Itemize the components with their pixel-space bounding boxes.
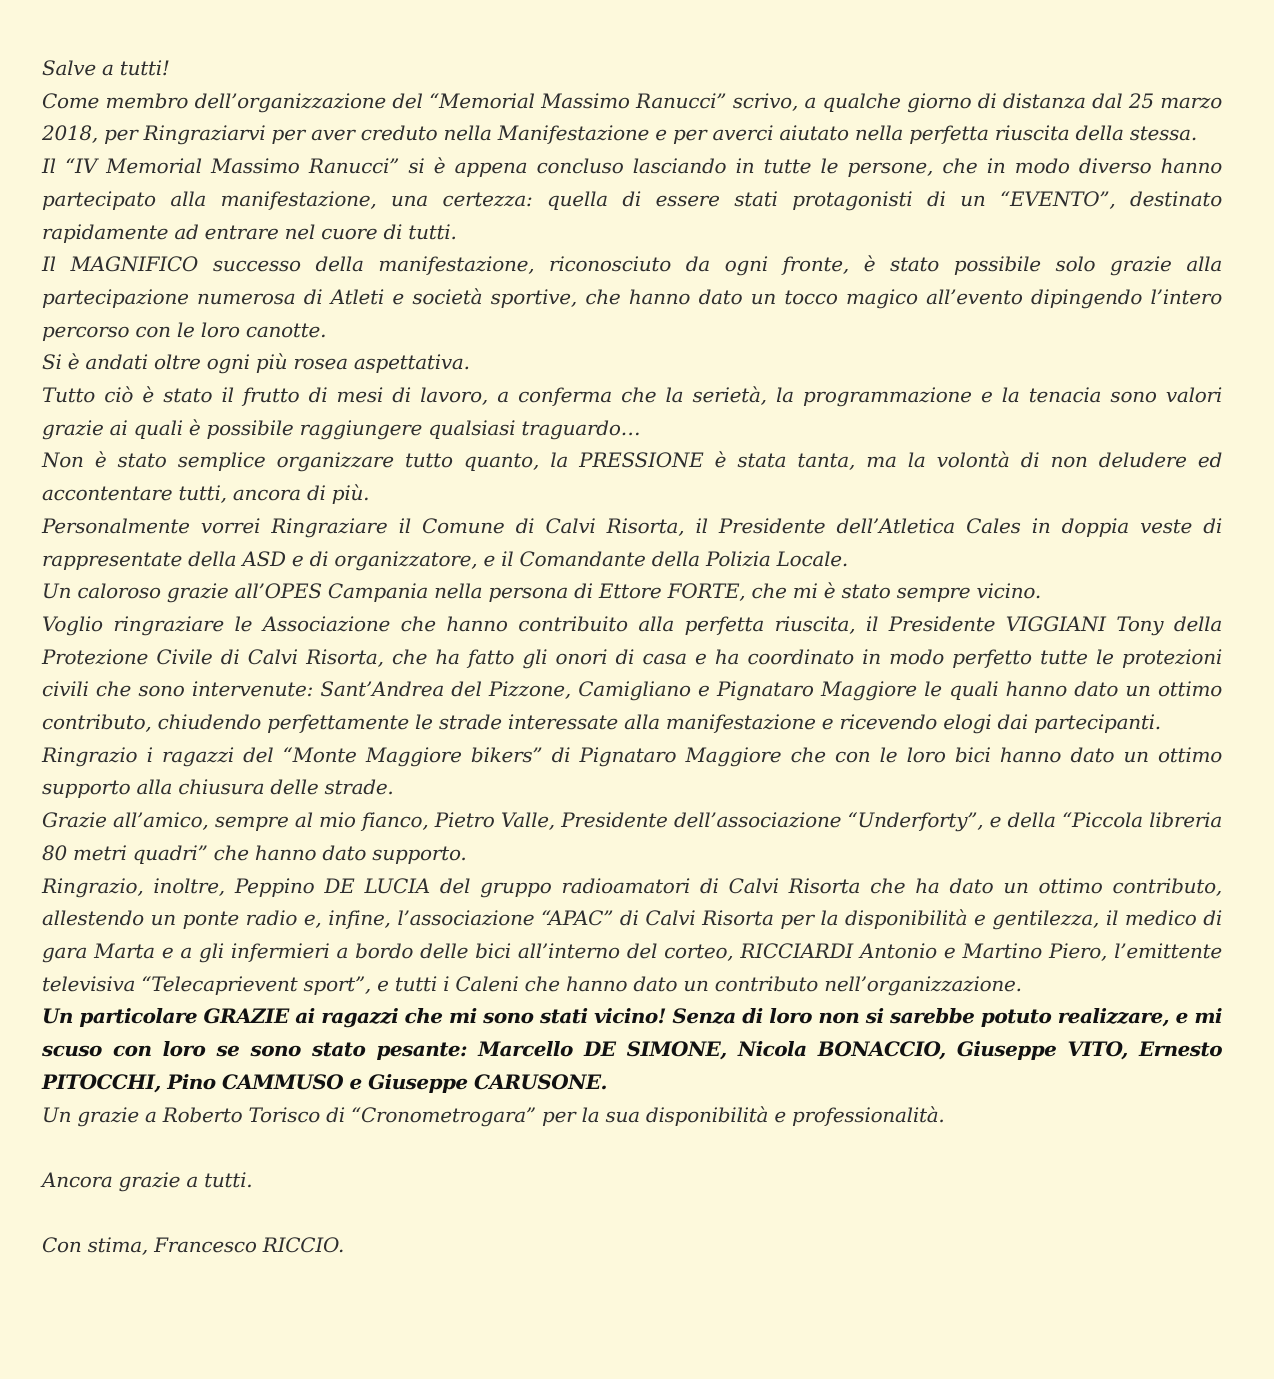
paragraph-thanks-team: Un particolare GRAZIE ai ragazzi che mi sono stati vicino! Senza di loro non si sarebbe potuto realizzare, e mi scuso con loro se sono stato pesante: Marcello DE SIMONE, Nicola BONACCIO, Giuseppe VITO, Ernesto PITOCCHI, Pino CAMMUSO e Giuseppe CARUSONE. — [42, 1004, 1222, 1094]
paragraph-thanks-timing: Un grazie a Roberto Torisco di “Cronometrogara” per la sua disponibilità e professionalità. — [42, 1102, 945, 1127]
spacer — [42, 1131, 1222, 1164]
paragraph-thanks-associations: Voglio ringraziare le Associazione che hanno contribuito alla perfetta riuscita, il Presidente VIGGIANI Tony della Protezione Civile di Calvi Risorta, che ha fatto gli onori di casa e ha coordinato in modo perfetto tutte le protezioni civili che sono intervenute: Sant’Andrea del Pizzone, Camigliano e Pignataro Maggiore le quali hanno dato un ottimo contributo, chiudendo perfettamente le strade interessate alla manifestazione e ricevendo elogi dai partecipanti. — [42, 611, 1222, 735]
paragraph-thanks-radio: Ringrazio, inoltre, Peppino DE LUCIA del gruppo radioamatori di Calvi Risorta che ha dato un ottimo contributo, allestendo un ponte radio e, infine, l’associazione “APAC” di Calvi Risorta per la disponibilità e gentilezza, il medico di gara Marta e a gli infermieri a bordo delle bici all’interno del corteo, RICCIARDI Antonio e Martino Piero, l’emittente televisiva “Telecaprievent sport”, e tutti i Caleni che hanno dato un contributo nell’organizzazione. — [42, 873, 1222, 996]
paragraph-expectations: Si è andati oltre ogni più rosea aspettativa. — [42, 350, 470, 375]
paragraph-memorial: Il “IV Memorial Massimo Ranucci” si è appena concluso lasciando in tutte le persone, che in modo diverso hanno partecipato alla manifestazione, una certezza: quella di essere stati protagonisti di un “EVENTO”, destinato rapidamente ad entrare nel cuore di tutti. — [42, 154, 1222, 244]
greeting: Salve a tutti! — [42, 56, 170, 80]
paragraph-thanks-opes: Un caloroso grazie all’OPES Campania nella persona di Ettore FORTE, che mi è stato sempre vicino. — [42, 579, 1041, 604]
paragraph-work: Tutto ciò è stato il frutto di mesi di lavoro, a conferma che la serietà, la programmazione e la tenacia sono valori grazie ai quali è possibile raggiungere qualsiasi traguardo… — [42, 383, 1222, 440]
spacer — [42, 1197, 1222, 1230]
closing: Ancora grazie a tutti. — [42, 1167, 253, 1192]
paragraph-thanks-friend: Grazie all’amico, sempre al mio fianco, Pietro Valle, Presidente dell’associazione “Underforty”, e della “Piccola libreria 80 metri quadri” che hanno dato supporto. — [42, 808, 1222, 865]
paragraph-thanks-comune: Personalmente vorrei Ringraziare il Comune di Calvi Risorta, il Presidente dell’Atletica Cales in doppia veste di rappresentate della ASD e di organizzatore, e il Comandante della Polizia Locale. — [42, 513, 1222, 571]
paragraph-pressure: Non è stato semplice organizzare tutto quanto, la PRESSIONE è stata tanta, ma la volontà di non deludere ed accontentare tutti, ancora di più. — [42, 448, 1222, 506]
paragraph-intro: Come membro dell’organizzazione del “Memorial Massimo Ranucci” scrivo, a qualche giorno di distanza dal 25 marzo 2018, per Ringraziarvi per aver creduto nella Manifestazione e per averci aiutato nella perfetta riuscita della stessa. — [42, 88, 1222, 146]
paragraph-thanks-bikers: Ringrazio i ragazzi del “Monte Maggiore bikers” di Pignataro Maggiore che con le loro bici hanno dato un ottimo supporto alla chiusura delle strade. — [42, 742, 1222, 800]
paragraph-success: Il MAGNIFICO successo della manifestazione, riconosciuto da ogni fronte, è stato possibile solo grazie alla partecipazione numerosa di Atleti e società sportive, che hanno dato un tocco magico all’evento dipingendo l’intero percorso con le loro canotte. — [42, 252, 1222, 342]
signature: Con stima, Francesco RICCIO. — [42, 1233, 345, 1258]
